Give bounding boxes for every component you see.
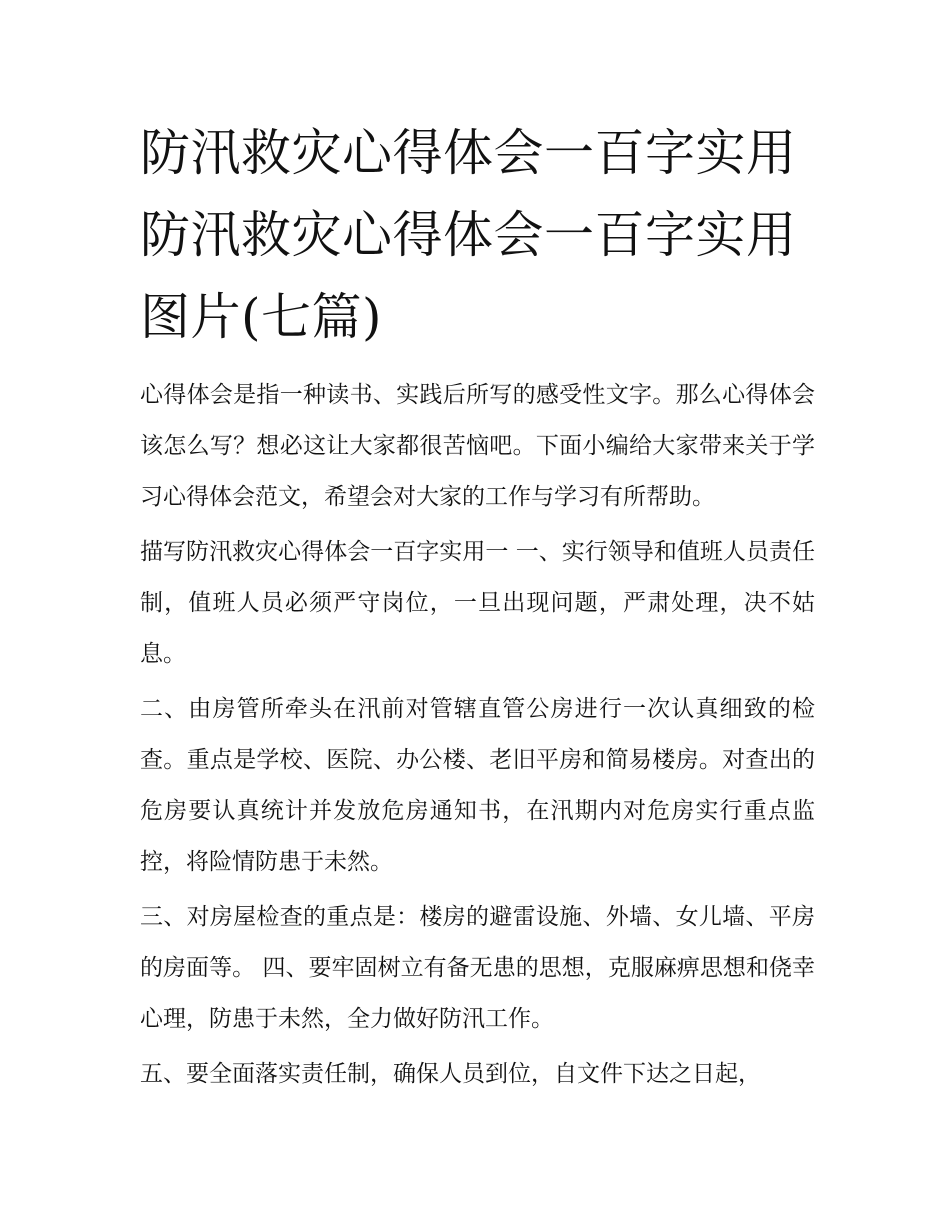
intro-paragraph: 心得体会是指一种读书、实践后所写的感受性文字。那么心得体会该怎么写？想必这让大家都很苦恼吧。下面小编给大家带来关于学习心得体会范文，希望会对大家的工作与学习有所帮助。: [140, 382, 815, 510]
paragraph-4: 五、要全面落实责任制，确保人员到位，自文件下达之日起，: [140, 1061, 761, 1087]
paragraph-2: 二、由房管所牵头在汛前对管辖直管公房进行一次认真细致的检查。重点是学校、医院、办公楼、老旧平房和简易楼房。对查出的危房要认真统计并发放危房通知书，在汛期内对危房实行重点监控，将险情防患于未然。: [140, 696, 815, 875]
document-body: [140, 112, 815, 1104]
paragraph-3: 三、对房屋检查的重点是：楼房的避雷设施、外墙、女儿墙、平房的房面等。 四、要牢固树立有备无患的思想，克服麻痹思想和侥幸心理，防患于未然，全力做好防汛工作。: [140, 904, 815, 1032]
paragraph-1: 描写防汛救灾心得体会一百字实用一 一、实行领导和值班人员责任制，值班人员必须严守岗位，一旦出现问题，严肃处理，决不姑息。: [140, 539, 815, 667]
document-title: 防汛救灾心得体会一百字实用防汛救灾心得体会一百字实用图片(七篇): [140, 124, 797, 346]
